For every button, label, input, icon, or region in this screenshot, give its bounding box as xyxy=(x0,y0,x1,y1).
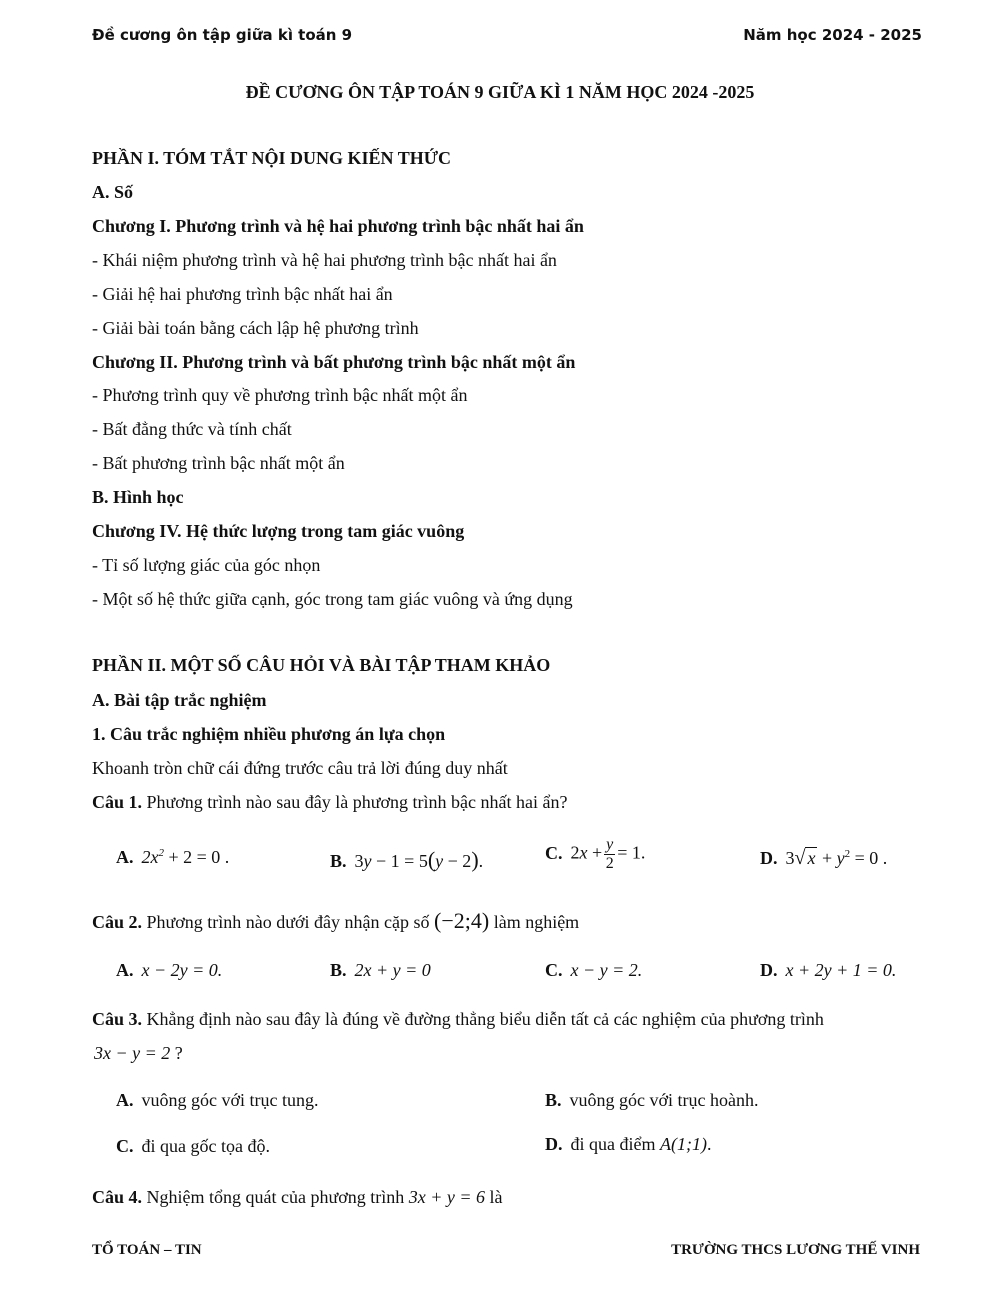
question-3-equation: 3x − y = 2 xyxy=(94,1043,171,1063)
question-3-qmark: ? xyxy=(170,1043,183,1063)
option-dot: . xyxy=(706,1134,712,1154)
q2-option-a xyxy=(116,960,222,981)
q1-option-b: B. 3y − 1 = 5(y − 2). xyxy=(330,847,484,872)
question-2-pair: (−2;4) xyxy=(434,908,490,933)
document-title: ĐỀ CƯƠNG ÔN TẬP TOÁN 9 GIỮA KÌ 1 NĂM HỌC 2024 -2025 xyxy=(245,82,755,102)
option-label: C. xyxy=(545,960,563,980)
option-label: B. xyxy=(330,960,347,980)
question-4 xyxy=(92,1187,503,1208)
question-3-label: Câu 3. xyxy=(92,1009,143,1029)
chapter-2-heading: Chương II. Phương trình và bất phương trình bậc nhất một ẩn xyxy=(92,352,576,372)
chapter-4-heading: Chương IV. Hệ thức lượng trong tam giác vuông xyxy=(92,521,465,541)
option-value: đi qua điểm xyxy=(570,1134,660,1154)
q3-option-b xyxy=(545,1090,759,1111)
part1-section-b: B. Hình học xyxy=(92,487,184,507)
question-1 xyxy=(92,792,567,813)
part2-section-a: A. Bài tập trắc nghiệm xyxy=(92,690,267,710)
option-value: 2x + y = 0 xyxy=(354,960,431,980)
chapter-2-item: - Bất phương trình bậc nhất một ẩn xyxy=(92,453,345,473)
part2-heading: PHẦN II. MỘT SỐ CÂU HỎI VÀ BÀI TẬP THAM KHẢO xyxy=(92,655,551,675)
option-point: A(1;1) xyxy=(659,1134,707,1154)
q3-option-c xyxy=(116,1136,270,1157)
question-2-text: Phương trình nào dưới đây nhận cặp số xyxy=(142,912,435,932)
q2-option-d xyxy=(760,960,896,981)
question-2 xyxy=(92,908,579,934)
header-right: Năm học 2024 - 2025 xyxy=(743,26,922,44)
chapter-1-heading: Chương I. Phương trình và hệ hai phương trình bậc nhất hai ẩn xyxy=(92,216,584,236)
footer-left: TỔ TOÁN – TIN xyxy=(92,1242,202,1258)
q3-option-a xyxy=(116,1090,319,1111)
option-label: C. xyxy=(116,1136,134,1156)
question-4-label: Câu 4. xyxy=(92,1187,143,1207)
chapter-4-item: - Một số hệ thức giữa cạnh, góc trong tam giác vuông và ứng dụng xyxy=(92,589,573,609)
question-3-equation-line xyxy=(94,1043,183,1064)
q2-option-b xyxy=(330,960,431,981)
option-value: x − 2y = 0. xyxy=(141,960,223,980)
q1-option-d: D. 3√ $x + y^2 = 0$ . xyxy=(760,847,888,869)
option-label: B. xyxy=(545,1090,562,1110)
question-4-text: Nghiệm tổng quát của phương trình xyxy=(142,1187,409,1207)
footer-right: TRƯỜNG THCS LƯƠNG THẾ VINH xyxy=(671,1242,920,1258)
option-label: A. xyxy=(116,960,134,980)
header-left: Đề cương ôn tập giữa kì toán 9 xyxy=(92,26,353,44)
option-label: D. xyxy=(545,1134,563,1154)
question-2-label: Câu 2. xyxy=(92,912,143,932)
option-label: D. xyxy=(760,848,778,868)
question-4-equation: 3x + y = 6 xyxy=(408,1187,486,1207)
option-label: A. xyxy=(116,1090,134,1110)
chapter-2-item: - Bất đẳng thức và tính chất xyxy=(92,419,292,439)
chapter-1-item: - Khái niệm phương trình và hệ hai phương trình bậc nhất hai ẩn xyxy=(92,250,557,270)
q3-option-d xyxy=(545,1134,711,1155)
question-4-text-end: là xyxy=(485,1187,503,1207)
option-label: B. xyxy=(330,851,347,871)
part1-heading: PHẦN I. TÓM TẮT NỘI DUNG KIẾN THỨC xyxy=(92,148,452,168)
instruction-text: Khoanh tròn chữ cái đứng trước câu trả lời đúng duy nhất xyxy=(92,758,508,778)
q1-option-c: C. 2x + $\frac{y}{2}$ = 1. xyxy=(545,836,646,872)
option-value: x − y = 2. xyxy=(570,960,643,980)
chapter-4-item: - Tỉ số lượng giác của góc nhọn xyxy=(92,555,321,575)
question-3 xyxy=(92,1009,824,1030)
chapter-1-item: - Giải bài toán bằng cách lập hệ phương trình xyxy=(92,318,419,338)
question-1-text: Phương trình nào sau đây là phương trình bậc nhất hai ẩn? xyxy=(142,792,568,812)
question-3-text: Khẳng định nào sau đây là đúng về đường thẳng biểu diễn tất cả các nghiệm của phương trình xyxy=(142,1009,824,1029)
option-value: vuông góc với trục hoành. xyxy=(569,1090,759,1110)
question-1-label: Câu 1. xyxy=(92,792,143,812)
option-label: D. xyxy=(760,960,778,980)
option-label: A. xyxy=(116,847,134,867)
question-2-text-end: làm nghiệm xyxy=(489,912,580,932)
chapter-2-item: - Phương trình quy về phương trình bậc nhất một ẩn xyxy=(92,385,468,405)
option-value: đi qua gốc tọa độ. xyxy=(141,1136,270,1156)
option-label: C. xyxy=(545,842,563,863)
option-value: x + 2y + 1 = 0. xyxy=(785,960,897,980)
q2-option-c xyxy=(545,960,642,981)
option-value: vuông góc với trục tung. xyxy=(141,1090,319,1110)
q1-option-a: A. $2x^2 + 2 = 0$ . xyxy=(116,847,230,867)
subsection-heading: 1. Câu trắc nghiệm nhiều phương án lựa chọn xyxy=(92,724,446,744)
part1-section-a: A. Số xyxy=(92,182,134,202)
chapter-1-item: - Giải hệ hai phương trình bậc nhất hai ẩn xyxy=(92,284,393,304)
